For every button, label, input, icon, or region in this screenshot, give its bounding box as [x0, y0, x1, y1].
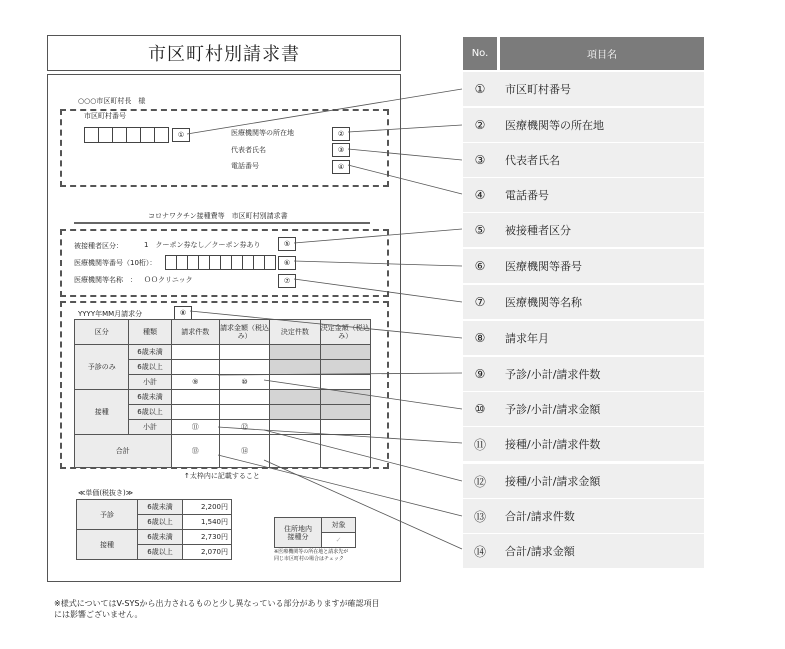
price-value: 1,540円 — [183, 515, 232, 530]
item-row — [463, 285, 704, 319]
row-over6: 6歳以上 — [129, 405, 171, 420]
footnote: ※様式についてはV-SYSから出力されるものと少し異なっている部分がありますが確認項目 には影響ございません。 — [54, 599, 380, 619]
leader-2 — [348, 125, 462, 132]
price-under6: 6歳未満 — [138, 530, 183, 545]
thick-border-note: ↑太枠内に記載すること — [184, 472, 260, 480]
inst-name-label: 医療機関等名称 ： — [74, 276, 137, 284]
item-row — [463, 178, 704, 212]
leader-3 — [348, 149, 462, 160]
item-row — [463, 464, 704, 498]
item-no: ② — [474, 118, 486, 132]
phone-label: 電話番号 — [231, 162, 259, 170]
leader-8 — [190, 311, 462, 338]
marker-8: ⑧ — [174, 306, 192, 320]
item-row — [463, 143, 704, 177]
item-name: 被接種者区分 — [505, 224, 571, 237]
price-under6: 6歳未満 — [138, 500, 183, 515]
th-claim-amount: 請求金額（税込み） — [219, 320, 269, 345]
item-row — [463, 392, 704, 426]
marker-6: ⑥ — [278, 256, 296, 270]
item-row — [463, 321, 704, 355]
residence-label-1: 住所地内 — [284, 524, 312, 533]
addressee: ○○○市区町村長 様 — [78, 97, 146, 105]
item-no: ⑫ — [473, 474, 486, 489]
marker-9: ⑨ — [171, 375, 219, 390]
leader-10 — [264, 380, 462, 409]
category-label: 被接種者区分： — [74, 242, 123, 250]
muni-code-label: 市区町村番号 — [84, 112, 126, 120]
price-yoshin: 予診 — [77, 500, 138, 530]
item-no: ⑪ — [473, 437, 486, 452]
item-no: ⑨ — [474, 367, 486, 381]
item-row — [463, 357, 704, 391]
th-decided-count: 決定件数 — [270, 320, 320, 345]
location-label: 医療機関等の所在地 — [231, 129, 294, 137]
item-no: ⑩ — [474, 402, 486, 416]
item-name: 予診/小計/請求件数 — [505, 368, 601, 381]
residence-label-2: 接種分 — [287, 532, 309, 541]
unit-price-title: ≪単価(税抜き)≫ — [78, 489, 134, 497]
row-over6: 6歳以上 — [129, 360, 171, 375]
row-total: 合計 — [75, 435, 172, 468]
item-name: 医療機関等番号 — [505, 260, 582, 273]
marker-11: ⑪ — [171, 420, 219, 435]
inst-name-value: ＯＯクリニック — [144, 276, 193, 284]
price-value: 2,070円 — [183, 545, 232, 560]
rep-name-label: 代表者氏名 — [231, 146, 266, 154]
group-sesshu: 接種 — [75, 390, 129, 435]
marker-12: ⑫ — [219, 420, 269, 435]
row-subtotal: 小計 — [129, 420, 171, 435]
marker-7: ⑦ — [278, 274, 296, 288]
marker-10: ⑩ — [219, 375, 269, 390]
marker-14: ⑭ — [219, 435, 269, 468]
price-sesshu: 接種 — [77, 530, 138, 560]
leader-9 — [218, 373, 462, 375]
marker-2: ② — [332, 127, 350, 141]
item-no: ③ — [474, 153, 486, 167]
category-value: 1 クーポン券なし／クーポン券あり — [144, 241, 261, 249]
item-no: ⑦ — [474, 295, 486, 309]
item-row — [463, 427, 704, 461]
inst-number-label: 医療機関等番号（10桁）： — [74, 259, 157, 267]
document-title: 市区町村別請求書 — [148, 44, 300, 65]
item-row — [463, 72, 704, 106]
leader-6 — [294, 261, 462, 266]
item-name: 市区町村番号 — [505, 83, 571, 96]
item-no: ④ — [474, 188, 486, 202]
price-value: 2,200円 — [183, 500, 232, 515]
item-no: ⑧ — [474, 331, 486, 345]
marker-4: ④ — [332, 160, 350, 174]
residence-check: ✓ — [322, 533, 356, 548]
item-name: 請求年月 — [505, 332, 549, 345]
item-no: ① — [474, 82, 486, 96]
marker-1: ① — [172, 128, 190, 142]
item-row — [463, 249, 704, 283]
marker-3: ③ — [332, 143, 350, 157]
leader-13 — [218, 455, 462, 516]
billing-month: YYYY年MM月請求分 — [78, 310, 143, 318]
row-under6: 6歳未満 — [129, 345, 171, 360]
item-name: 予診/小計/請求金額 — [505, 403, 601, 416]
item-name: 合計/請求金額 — [505, 545, 575, 558]
leader-7 — [294, 279, 462, 302]
item-row — [463, 499, 704, 533]
price-over6: 6歳以上 — [138, 515, 183, 530]
th-decided-amount: 決定金額（税込み） — [320, 320, 370, 345]
item-name: 代表者氏名 — [505, 154, 560, 167]
item-no: ⑥ — [474, 259, 486, 273]
leader-4 — [348, 165, 462, 194]
price-over6: 6歳以上 — [138, 545, 183, 560]
th-claim-count: 請求件数 — [171, 320, 219, 345]
form-subtitle: コロナワクチン接種費等 市区町村別請求書 — [148, 212, 288, 220]
row-subtotal: 小計 — [129, 375, 171, 390]
item-no: ⑭ — [473, 544, 486, 559]
residence-target: 対象 — [322, 518, 356, 533]
group-yoshin: 予診のみ — [75, 345, 129, 390]
item-name: 電話番号 — [505, 189, 549, 202]
th-category: 区分 — [75, 320, 129, 345]
item-row — [463, 108, 704, 142]
residence-note: ※医療機関等の所在地と請求先が 同じ市区町村の場合はチェック — [274, 549, 349, 562]
th-type: 種類 — [129, 320, 171, 345]
item-name: 接種/小計/請求件数 — [505, 438, 601, 451]
item-no: ⑤ — [474, 223, 486, 237]
marker-13: ⑬ — [171, 435, 219, 468]
leader-11 — [218, 427, 462, 443]
marker-5: ⑤ — [278, 237, 296, 251]
items-header-no: No. — [463, 37, 497, 70]
item-name: 合計/請求件数 — [505, 510, 575, 523]
item-row — [463, 534, 704, 568]
item-name: 医療機関等の所在地 — [505, 119, 604, 132]
item-name: 医療機関等名称 — [505, 296, 582, 309]
row-under6: 6歳未満 — [129, 390, 171, 405]
item-no: ⑬ — [473, 509, 486, 524]
leader-5 — [294, 229, 462, 243]
items-header-name: 項目名 — [500, 37, 704, 70]
price-value: 2,730円 — [183, 530, 232, 545]
item-row — [463, 213, 704, 247]
item-name: 接種/小計/請求金額 — [505, 475, 601, 488]
